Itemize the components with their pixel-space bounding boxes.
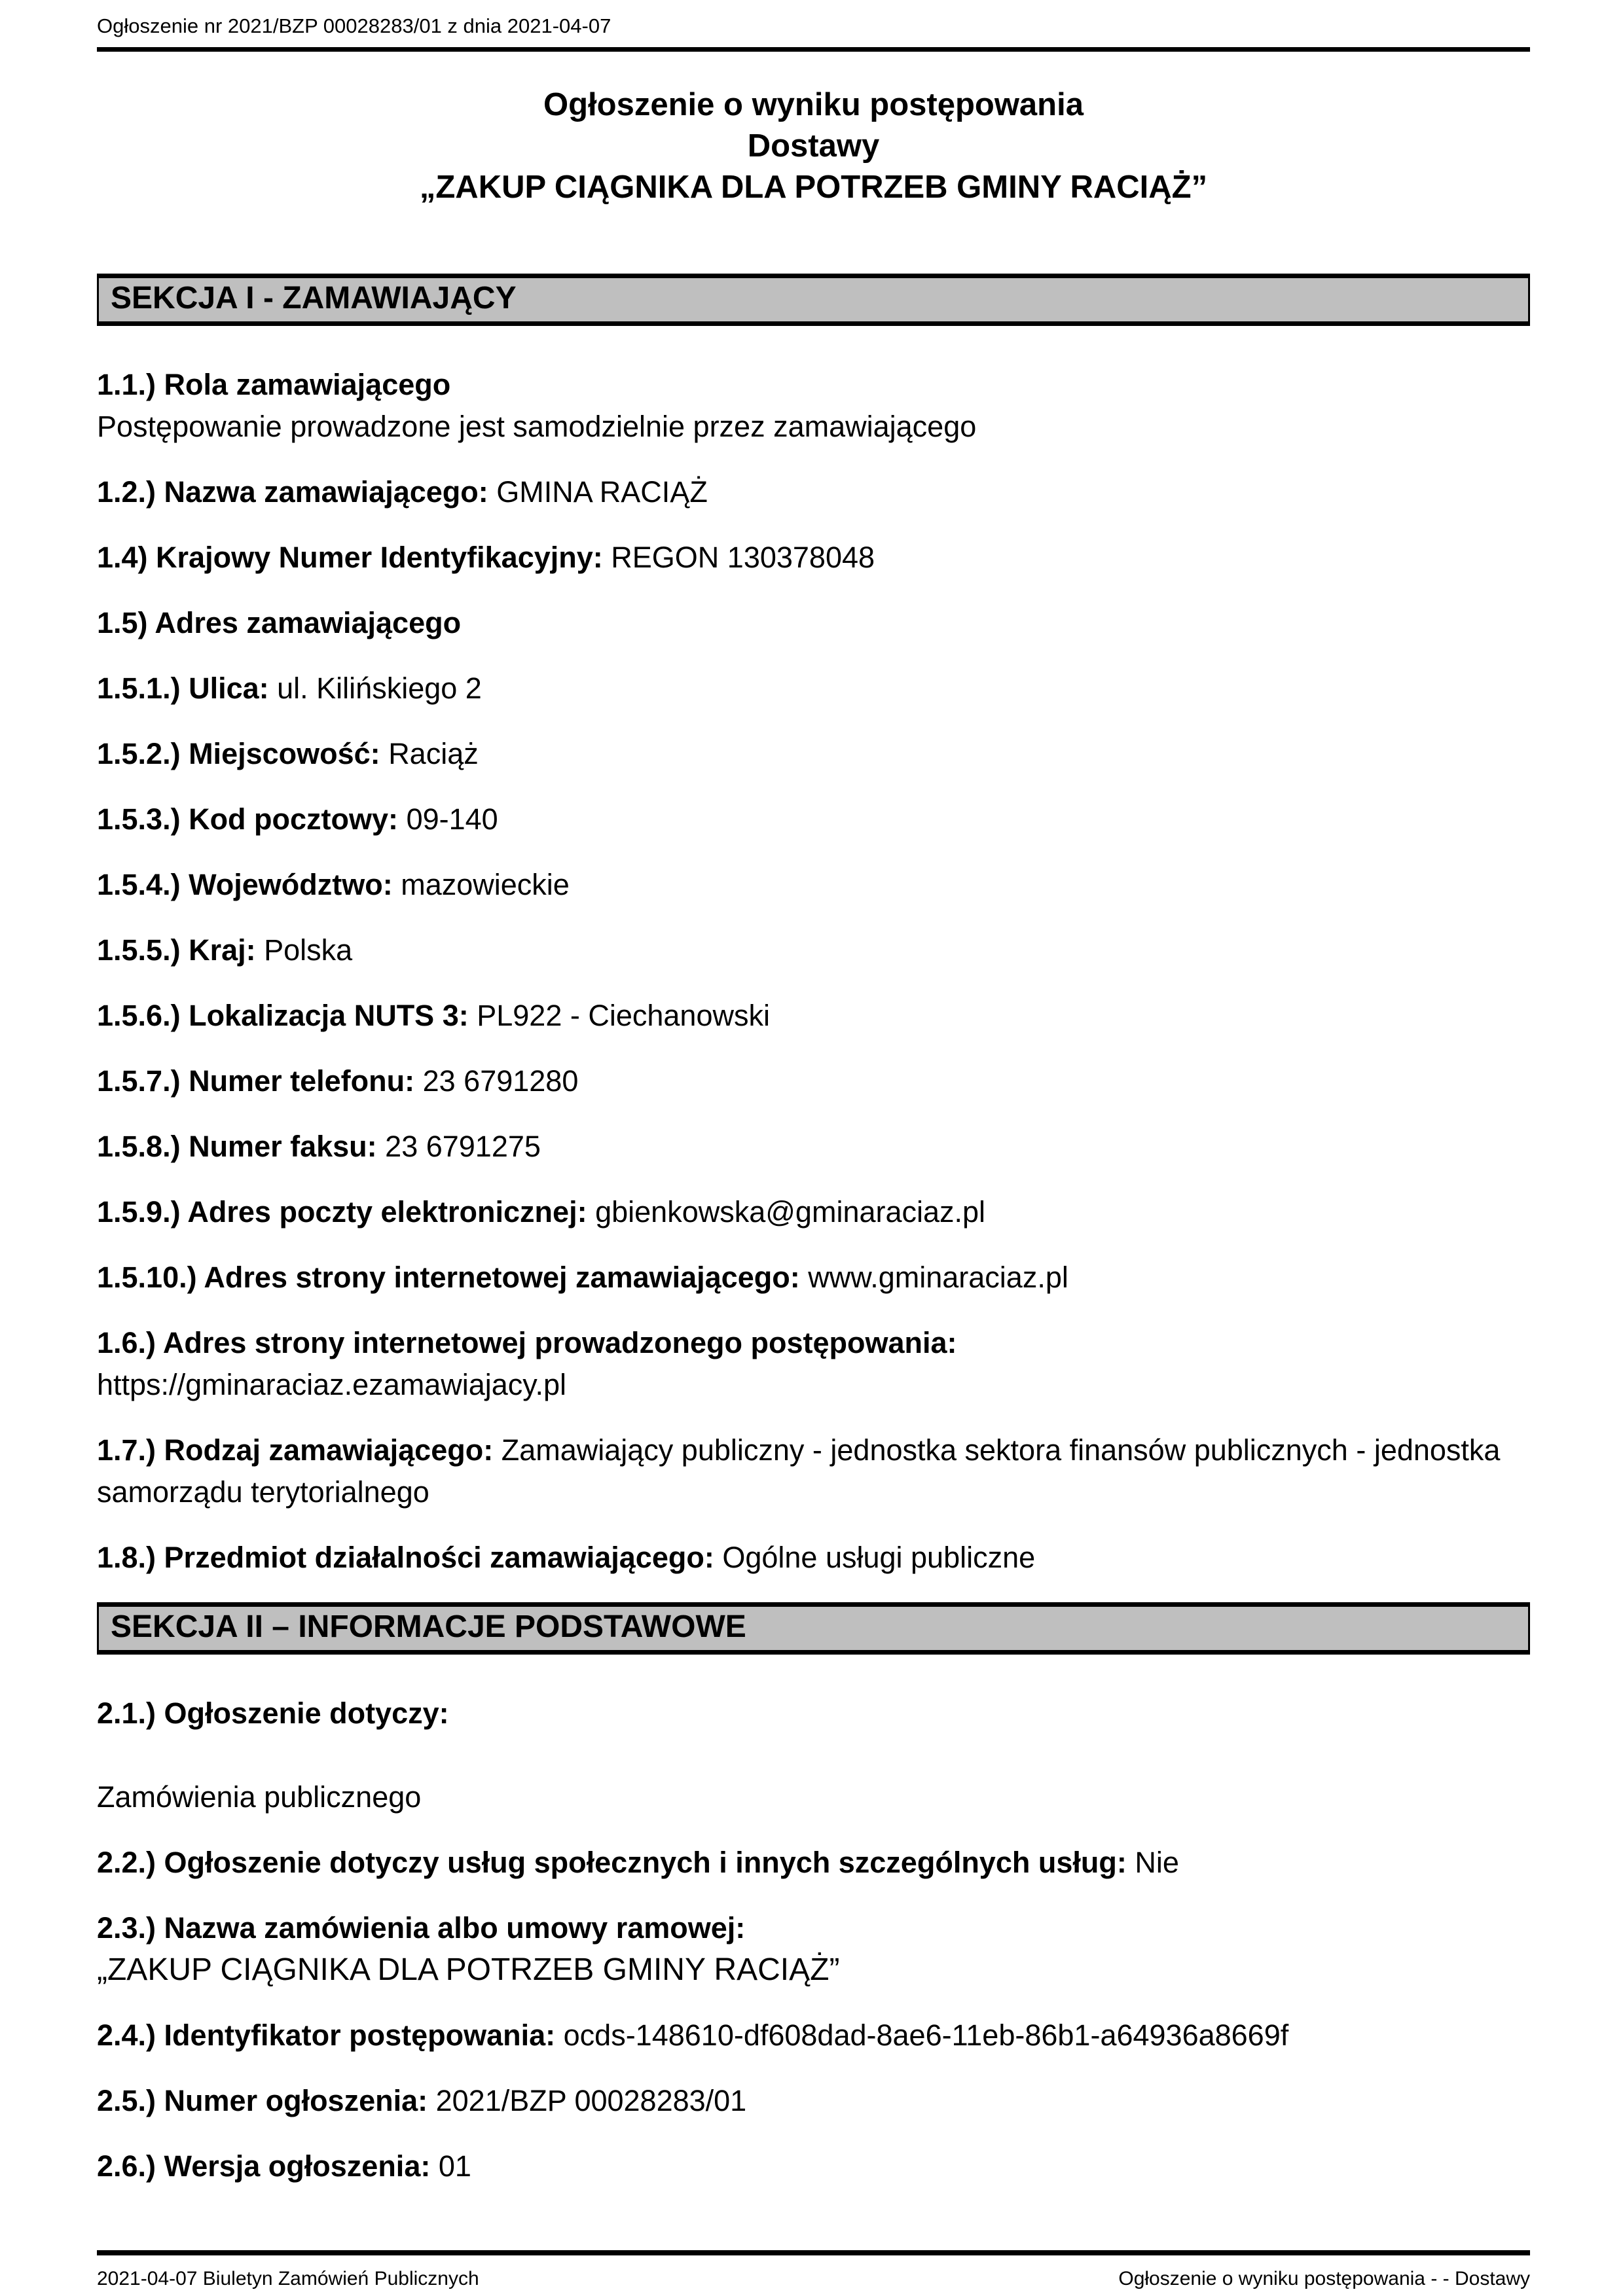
field-label: 1.5.4.) Województwo: xyxy=(97,868,393,901)
field-row xyxy=(97,1429,1530,1513)
field-row xyxy=(97,1693,1530,1818)
field-label: 1.5.7.) Numer telefonu: xyxy=(97,1064,415,1098)
field-row xyxy=(97,929,1530,971)
field-row xyxy=(97,537,1530,579)
footer-right-text: Ogłoszenie o wyniku postępowania - - Dostawy xyxy=(1118,2268,1530,2289)
field-row xyxy=(97,668,1530,709)
field-value: Zamawiający publiczny - jednostka sektora finansów publicznych - jednostka samorządu terytorialnego xyxy=(97,1433,1501,1509)
field-label: 1.2.) Nazwa zamawiającego: xyxy=(97,475,488,509)
field-value: 23 6791275 xyxy=(385,1130,541,1163)
field-value: Polska xyxy=(264,933,353,967)
field-row xyxy=(97,1322,1530,1406)
field-row xyxy=(97,2145,1530,2187)
field-label: 1.5.1.) Ulica: xyxy=(97,672,269,705)
field-value: „ZAKUP CIĄGNIKA DLA POTRZEB GMINY RACIĄŻ” xyxy=(97,1952,840,1987)
field-label: 2.3.) Nazwa zamówienia albo umowy ramowej: xyxy=(97,1911,746,1945)
field-label: 1.5.10.) Adres strony internetowej zamawiającego: xyxy=(97,1261,800,1294)
field-value: 2021/BZP 00028283/01 xyxy=(435,2084,747,2117)
field-label: 2.4.) Identyfikator postępowania: xyxy=(97,2018,556,2052)
field-value: REGON 130378048 xyxy=(611,541,875,574)
field-label: 1.5.5.) Kraj: xyxy=(97,933,256,967)
field-value: mazowieckie xyxy=(401,868,570,901)
footer-left-text: 2021-04-07 Biuletyn Zamówień Publicznych xyxy=(97,2268,479,2289)
footer-text-row xyxy=(97,2267,1530,2291)
field-value: https://gminaraciaz.ezamawiajacy.pl xyxy=(97,1368,566,1401)
field-label: 1.6.) Adres strony internetowej prowadzonego postępowania: xyxy=(97,1326,957,1359)
field-label: 2.2.) Ogłoszenie dotyczy usług społecznych i innych szczególnych usług: xyxy=(97,1846,1127,1879)
field-value: Ogólne usługi publiczne xyxy=(722,1541,1036,1574)
field-row xyxy=(97,995,1530,1037)
field-row xyxy=(97,2080,1530,2122)
field-value: 23 6791280 xyxy=(422,1064,579,1098)
field-label: 1.5) Adres zamawiającego xyxy=(97,606,462,639)
field-row xyxy=(97,733,1530,775)
field-label: 1.7.) Rodzaj zamawiającego: xyxy=(97,1433,494,1467)
field-label: 1.5.2.) Miejscowość: xyxy=(97,737,380,770)
field-label: 2.5.) Numer ogłoszenia: xyxy=(97,2084,428,2117)
field-row xyxy=(97,471,1530,513)
announcement-number-header: Ogłoszenie nr 2021/BZP 00028283/01 z dnia 2021-04-07 xyxy=(97,14,611,37)
field-row xyxy=(97,798,1530,840)
field-value: ocds-148610-df608dad-8ae6-11eb-86b1-a64936a8669f xyxy=(563,2018,1289,2052)
field-label: 2.1.) Ogłoszenie dotyczy: xyxy=(97,1696,449,1730)
field-row xyxy=(97,1907,1530,1991)
field-value: GMINA RACIĄŻ xyxy=(496,475,708,509)
field-row xyxy=(97,864,1530,906)
field-value: www.gminaraciaz.pl xyxy=(808,1261,1068,1294)
field-value: PL922 - Ciechanowski xyxy=(477,999,770,1032)
field-value: ul. Kilińskiego 2 xyxy=(277,672,482,705)
title-line-category: Dostawy xyxy=(747,128,880,164)
section-1-heading: SEKCJA I - ZAMAWIAJĄCY xyxy=(97,274,1530,326)
field-value: gbienkowska@gminaraciaz.pl xyxy=(595,1195,986,1229)
field-value: Zamówienia publicznego xyxy=(97,1780,422,1814)
field-row xyxy=(97,1191,1530,1233)
section-2-heading: SEKCJA II – INFORMACJE PODSTAWOWE xyxy=(97,1602,1530,1655)
page-footer xyxy=(97,2250,1530,2291)
field-row xyxy=(97,364,1530,448)
title-line-name: „ZAKUP CIĄGNIKA DLA POTRZEB GMINY RACIĄŻ” xyxy=(419,170,1208,205)
field-value: Postępowanie prowadzone jest samodzielnie przez zamawiającego xyxy=(97,410,977,443)
title-line-type: Ogłoszenie o wyniku postępowania xyxy=(543,87,1084,122)
field-label: 1.1.) Rola zamawiającego xyxy=(97,368,451,401)
field-row xyxy=(97,1842,1530,1884)
field-label: 2.6.) Wersja ogłoszenia: xyxy=(97,2149,431,2183)
field-row xyxy=(97,602,1530,644)
header-divider xyxy=(97,47,1530,52)
field-row xyxy=(97,1060,1530,1102)
footer-divider xyxy=(97,2250,1530,2255)
field-row xyxy=(97,1537,1530,1579)
field-row xyxy=(97,1126,1530,1168)
field-label: 1.5.8.) Numer faksu: xyxy=(97,1130,377,1163)
field-value: 09-140 xyxy=(406,802,498,836)
field-row xyxy=(97,1257,1530,1299)
field-label: 1.8.) Przedmiot działalności zamawiającego: xyxy=(97,1541,714,1574)
field-label: 1.5.3.) Kod pocztowy: xyxy=(97,802,399,836)
field-value: 01 xyxy=(438,2149,471,2183)
document-title xyxy=(97,84,1530,208)
field-label: 1.4) Krajowy Numer Identyfikacyjny: xyxy=(97,541,603,574)
field-label: 1.5.9.) Adres poczty elektronicznej: xyxy=(97,1195,587,1229)
field-value: Raciąż xyxy=(388,737,479,770)
field-row xyxy=(97,2015,1530,2056)
field-label: 1.5.6.) Lokalizacja NUTS 3: xyxy=(97,999,469,1032)
field-value: Nie xyxy=(1135,1846,1179,1879)
